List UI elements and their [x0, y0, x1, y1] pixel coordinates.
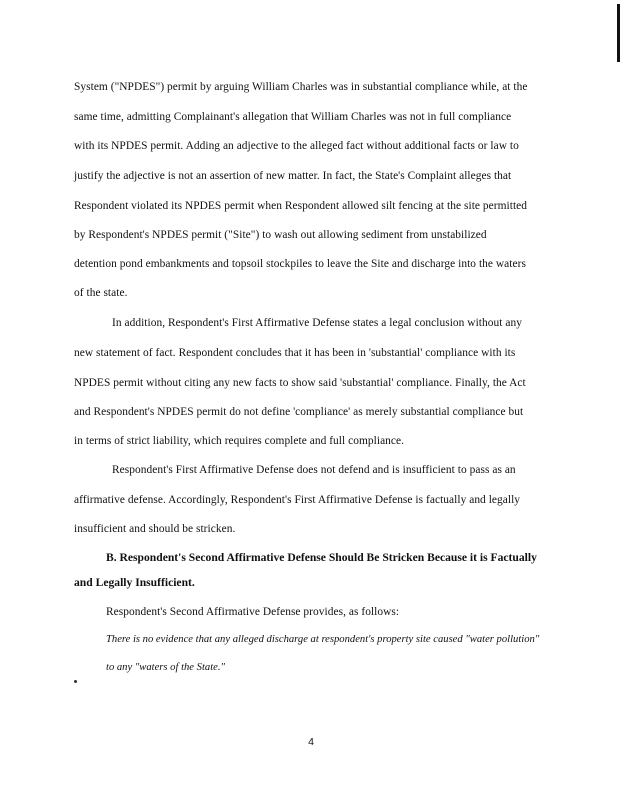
text-line: affirmative defense. Accordingly, Respondent's First Affirmative Defense is factually and legally: [74, 494, 521, 506]
heading-line: B. Respondent's Second Affirmative Defense Should Be Stricken Because it is Factually: [106, 551, 537, 564]
text-line: new statement of fact. Respondent concludes that it has been in 'substantial' compliance with its: [74, 347, 516, 359]
quote-line: There is no evidence that any alleged discharge at respondent's property site caused "water pollution": [106, 634, 540, 645]
quote-line: to any "waters of the State.": [106, 662, 225, 673]
paragraph-second-defense-intro: Respondent's Second Affirmative Defense provides, as follows:: [106, 606, 400, 618]
text-line: by Respondent's NPDES permit ("Site") to wash out allowing sediment from unstabilized: [74, 229, 487, 241]
page-number: 4: [308, 736, 314, 748]
heading-line: and Legally Insufficient.: [74, 576, 195, 589]
text-line: same time, admitting Complainant's allegation that William Charles was not in full compliance: [74, 111, 512, 123]
text-line: Respondent's First Affirmative Defense does not defend and is insufficient to pass as an: [112, 464, 516, 476]
text-line: of the state.: [74, 287, 128, 299]
scan-speck: [74, 680, 77, 683]
text-line: in terms of strict liability, which requires complete and full compliance.: [74, 435, 405, 447]
text-line: Respondent violated its NPDES permit when Respondent allowed silt fencing at the site permitted: [74, 200, 528, 212]
text-line: System ("NPDES") permit by arguing William Charles was in substantial compliance while, at the: [74, 81, 528, 93]
text-line: In addition, Respondent's First Affirmative Defense states a legal conclusion without any: [112, 317, 522, 329]
text-line: insufficient and should be stricken.: [74, 523, 236, 535]
text-line: detention pond embankments and topsoil stockpiles to leave the Site and discharge into the waters: [74, 258, 526, 270]
text-line: justify the adjective is not an assertion of new matter. In fact, the State's Complaint alleges that: [74, 170, 512, 182]
text-line: NPDES permit without citing any new facts to show said 'substantial' compliance. Finally, the Act: [74, 377, 526, 389]
text-line: and Respondent's NPDES permit do not define 'compliance' as merely substantial compliance but: [74, 406, 524, 418]
scan-edge-mark: [617, 4, 620, 62]
text-line: with its NPDES permit. Adding an adjective to the alleged fact without additional facts or law to: [74, 140, 519, 152]
